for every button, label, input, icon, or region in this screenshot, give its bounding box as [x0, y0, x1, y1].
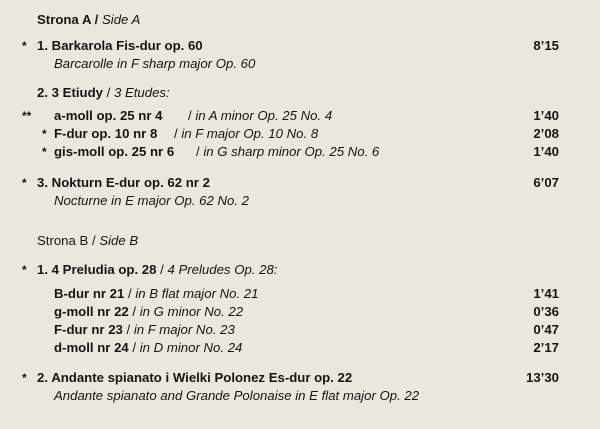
prelude-duration: 1’41 — [533, 286, 559, 301]
prelude-row: d-moll nr 24 / in D minor No. 24 — [54, 340, 243, 355]
track-marker: * — [22, 176, 27, 190]
prelude-row: g-moll nr 22 / in G minor No. 22 — [54, 304, 244, 319]
prelude-row: B-dur nr 21 / in B flat major No. 21 — [54, 286, 259, 301]
prelude-row: F-dur nr 23 / in F major No. 23 — [54, 322, 235, 337]
track-a1-duration: 8’15 — [533, 38, 559, 53]
etude-duration: 1’40 — [533, 108, 559, 123]
prelude-duration: 2’17 — [533, 340, 559, 355]
side-a-label-pl: Strona A — [37, 12, 91, 27]
track-marker: * — [22, 371, 27, 385]
side-b-heading — [37, 233, 138, 249]
track-marker: * — [42, 127, 47, 141]
track-marker: * — [22, 39, 27, 53]
track-b2-duration: 13’30 — [525, 370, 559, 385]
track-marker: ** — [22, 109, 32, 123]
track-a1-subtitle: Barcarolle in F sharp major Op. 60 — [54, 56, 256, 71]
side-a-heading — [37, 12, 140, 28]
separator: / — [88, 233, 100, 248]
etude-title-en: in F major Op. 10 No. 8 — [181, 126, 319, 141]
track-marker: * — [22, 263, 27, 277]
etude-title-pl: gis-moll op. 25 nr 6 — [54, 144, 175, 159]
track-a3-title: 3. Nokturn E-dur op. 62 nr 2 — [37, 175, 210, 190]
track-a3-duration: 6’07 — [533, 175, 559, 190]
etude-title-pl: a-moll op. 25 nr 4 — [54, 108, 163, 123]
track-b2-subtitle: Andante spianato and Grande Polonaise in E flat major Op. 22 — [54, 388, 420, 403]
track-a2-title: 2. 3 Etiudy / 3 Etudes: — [37, 85, 170, 100]
track-a3-subtitle: Nocturne in E major Op. 62 No. 2 — [54, 193, 249, 208]
etude-duration: 1’40 — [533, 144, 559, 159]
track-marker: * — [42, 145, 47, 159]
track-b2-title: 2. Andante spianato i Wielki Polonez Es-dur op. 22 — [37, 370, 353, 385]
etude-title-en: in G sharp minor Op. 25 No. 6 — [203, 144, 380, 159]
side-b-label-pl: Strona B — [37, 233, 89, 248]
etude-title-en: in A minor Op. 25 No. 4 — [195, 108, 333, 123]
prelude-duration: 0’47 — [533, 322, 559, 337]
prelude-duration: 0’36 — [533, 304, 559, 319]
separator: / — [90, 12, 102, 27]
tracklist-page: Strona A / Side A * 1. Barkarola Fis-dur op. 60 8’15 Barcarolle in F sharp major Op. 60 2. 3 Etiudy / 3 Etudes: ** a-moll op. 25 nr 4 / in A minor Op. 25 No. 4 1’40 * F-dur op. 10 nr 8 / in F major Op. 10 No. 8 2’08 * gis-moll op. 25 nr 6 / in G sharp minor Op. 25 No. 6 1’40 * 3. Nokturn E-dur op. 62 nr 2 6’07 Nocturne in E major Op. 62 No. 2 Strona B / Side B * 1. 4 Preludia op. 28 / 4 Preludes Op. 28: B-dur nr 21 / in B flat major No. 21 1’41 g-moll nr 22 / in G minor No. 22 0’36 F-dur nr 23 / in F major No. 23 0’47 d-moll nr 24 / in D minor No. 24 2’17 * 2. Andante spianato i Wielki Polonez Es-dur op. 22 13’30 Andante spianato and Grande Polonaise in E flat major Op. 22 — [22, 12, 559, 403]
side-b-label-en: Side B — [99, 233, 139, 248]
track-a1-title: 1. Barkarola Fis-dur op. 60 — [37, 38, 203, 53]
side-a-label-en: Side A — [101, 12, 141, 27]
track-b1-title: 1. 4 Preludia op. 28 / 4 Preludes Op. 28: — [37, 262, 278, 277]
etude-duration: 2’08 — [533, 126, 559, 141]
etude-title-pl: F-dur op. 10 nr 8 — [54, 126, 158, 141]
